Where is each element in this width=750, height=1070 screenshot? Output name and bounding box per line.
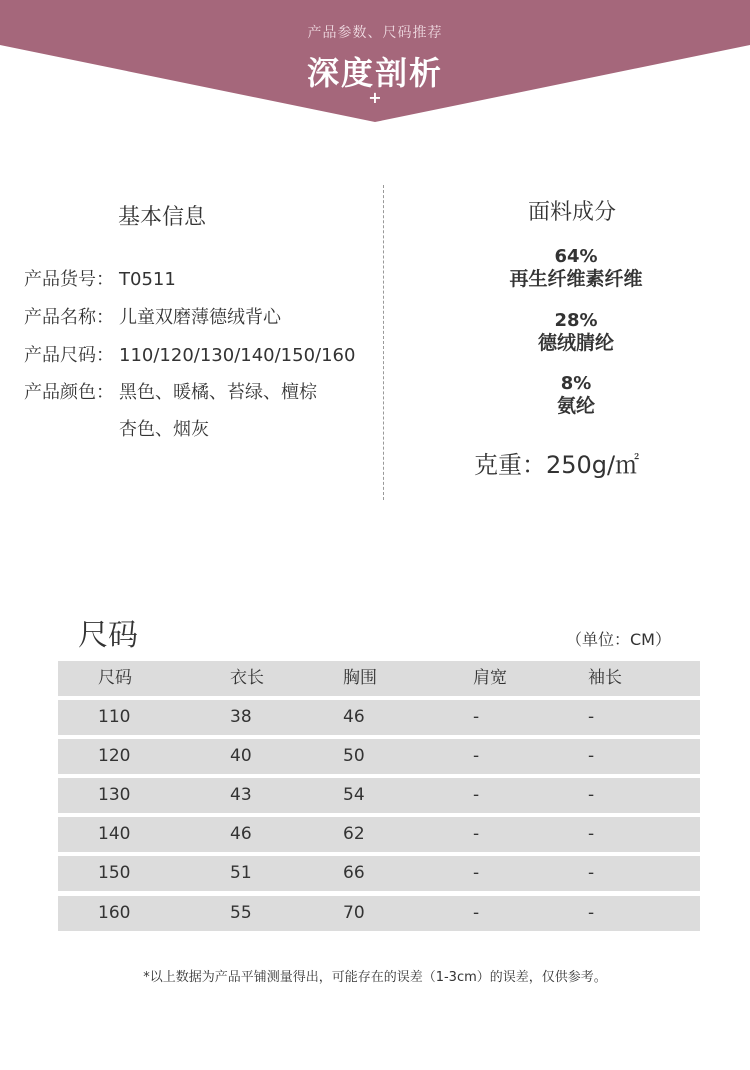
- table-cell: 140: [98, 824, 131, 844]
- info-row-name: [24, 303, 281, 329]
- header-cell: 衣长: [230, 668, 264, 688]
- table-cell: -: [588, 863, 595, 883]
- header-cell: 尺码: [98, 668, 132, 688]
- fabric-item: [440, 246, 712, 291]
- section-divider: [383, 185, 384, 500]
- info-value: T0511: [119, 269, 176, 290]
- table-cell: 66: [343, 863, 365, 883]
- info-row-sizes: [24, 341, 355, 367]
- table-cell: -: [473, 824, 480, 844]
- header-cell: 胸围: [343, 668, 377, 688]
- fabric-name: 氨纶: [556, 395, 595, 417]
- table-cell: -: [588, 746, 595, 766]
- info-colors-extra: 杏色、烟灰: [119, 419, 209, 440]
- table-cell: 46: [343, 707, 365, 727]
- table-cell: -: [588, 824, 595, 844]
- banner-subtitle: 产品参数、尺码推荐: [307, 25, 443, 41]
- info-label: 产品尺码：: [24, 345, 114, 366]
- info-value: 黑色、暖橘、苔绿、檀棕: [119, 382, 317, 403]
- table-cell: -: [473, 863, 480, 883]
- info-value: 儿童双磨薄德绒背心: [119, 307, 281, 328]
- info-row-colors: [24, 378, 317, 404]
- table-cell: 51: [230, 863, 252, 883]
- table-row: [58, 739, 700, 774]
- table-row: [58, 700, 700, 735]
- table-header: [58, 661, 700, 696]
- basic-info-title: 基本信息: [118, 205, 207, 230]
- table-cell: -: [588, 707, 595, 727]
- info-label: 产品颜色：: [24, 382, 114, 403]
- table-cell: -: [588, 785, 595, 805]
- table-cell: -: [588, 903, 595, 923]
- fabric-title: 面料成分: [528, 200, 617, 225]
- table-row: [58, 896, 700, 931]
- size-chart-title: 尺码: [78, 618, 138, 653]
- table-cell: -: [473, 707, 480, 727]
- table-cell: 50: [343, 746, 365, 766]
- fabric-name: 德绒腈纶: [537, 332, 614, 354]
- table-cell: 54: [343, 785, 365, 805]
- table-cell: 150: [98, 863, 131, 883]
- header-cell: 肩宽: [473, 668, 507, 688]
- fabric-item: [440, 310, 712, 355]
- table-cell: 70: [343, 903, 365, 923]
- fabric-name: 再生纤维素纤维: [509, 268, 643, 290]
- table-cell: 160: [98, 903, 131, 923]
- fabric-percent: 28%: [554, 310, 598, 331]
- fabric-percent: 64%: [554, 246, 598, 267]
- table-cell: -: [473, 785, 480, 805]
- table-cell: 38: [230, 707, 252, 727]
- table-cell: -: [473, 746, 480, 766]
- table-row: [58, 856, 700, 891]
- banner-title: 深度剖析: [306, 54, 443, 92]
- table-cell: 40: [230, 746, 252, 766]
- table-row: [58, 817, 700, 852]
- header-banner: [0, 0, 750, 125]
- info-label: 产品名称：: [24, 307, 114, 328]
- fabric-weight: 克重：250g/㎡: [474, 451, 640, 479]
- size-chart-unit: （单位：CM）: [566, 630, 671, 649]
- fabric-percent: 8%: [560, 373, 592, 394]
- plus-icon: +: [368, 88, 382, 107]
- table-cell: 130: [98, 785, 131, 805]
- table-cell: 110: [98, 707, 131, 727]
- info-value: 110/120/130/140/150/160: [119, 345, 356, 366]
- table-cell: 55: [230, 903, 252, 923]
- info-row-item-no: [24, 265, 176, 291]
- table-row: [58, 778, 700, 813]
- table-cell: -: [473, 903, 480, 923]
- table-cell: 62: [343, 824, 365, 844]
- table-cell: 120: [98, 746, 131, 766]
- table-cell: 43: [230, 785, 252, 805]
- table-cell: 46: [230, 824, 252, 844]
- info-label: 产品货号：: [24, 269, 114, 290]
- footnote: *以上数据为产品平铺测量得出，可能存在的误差（1-3cm）的误差，仅供参考。: [143, 970, 607, 985]
- header-cell: 袖长: [588, 668, 622, 688]
- fabric-item: [440, 373, 712, 418]
